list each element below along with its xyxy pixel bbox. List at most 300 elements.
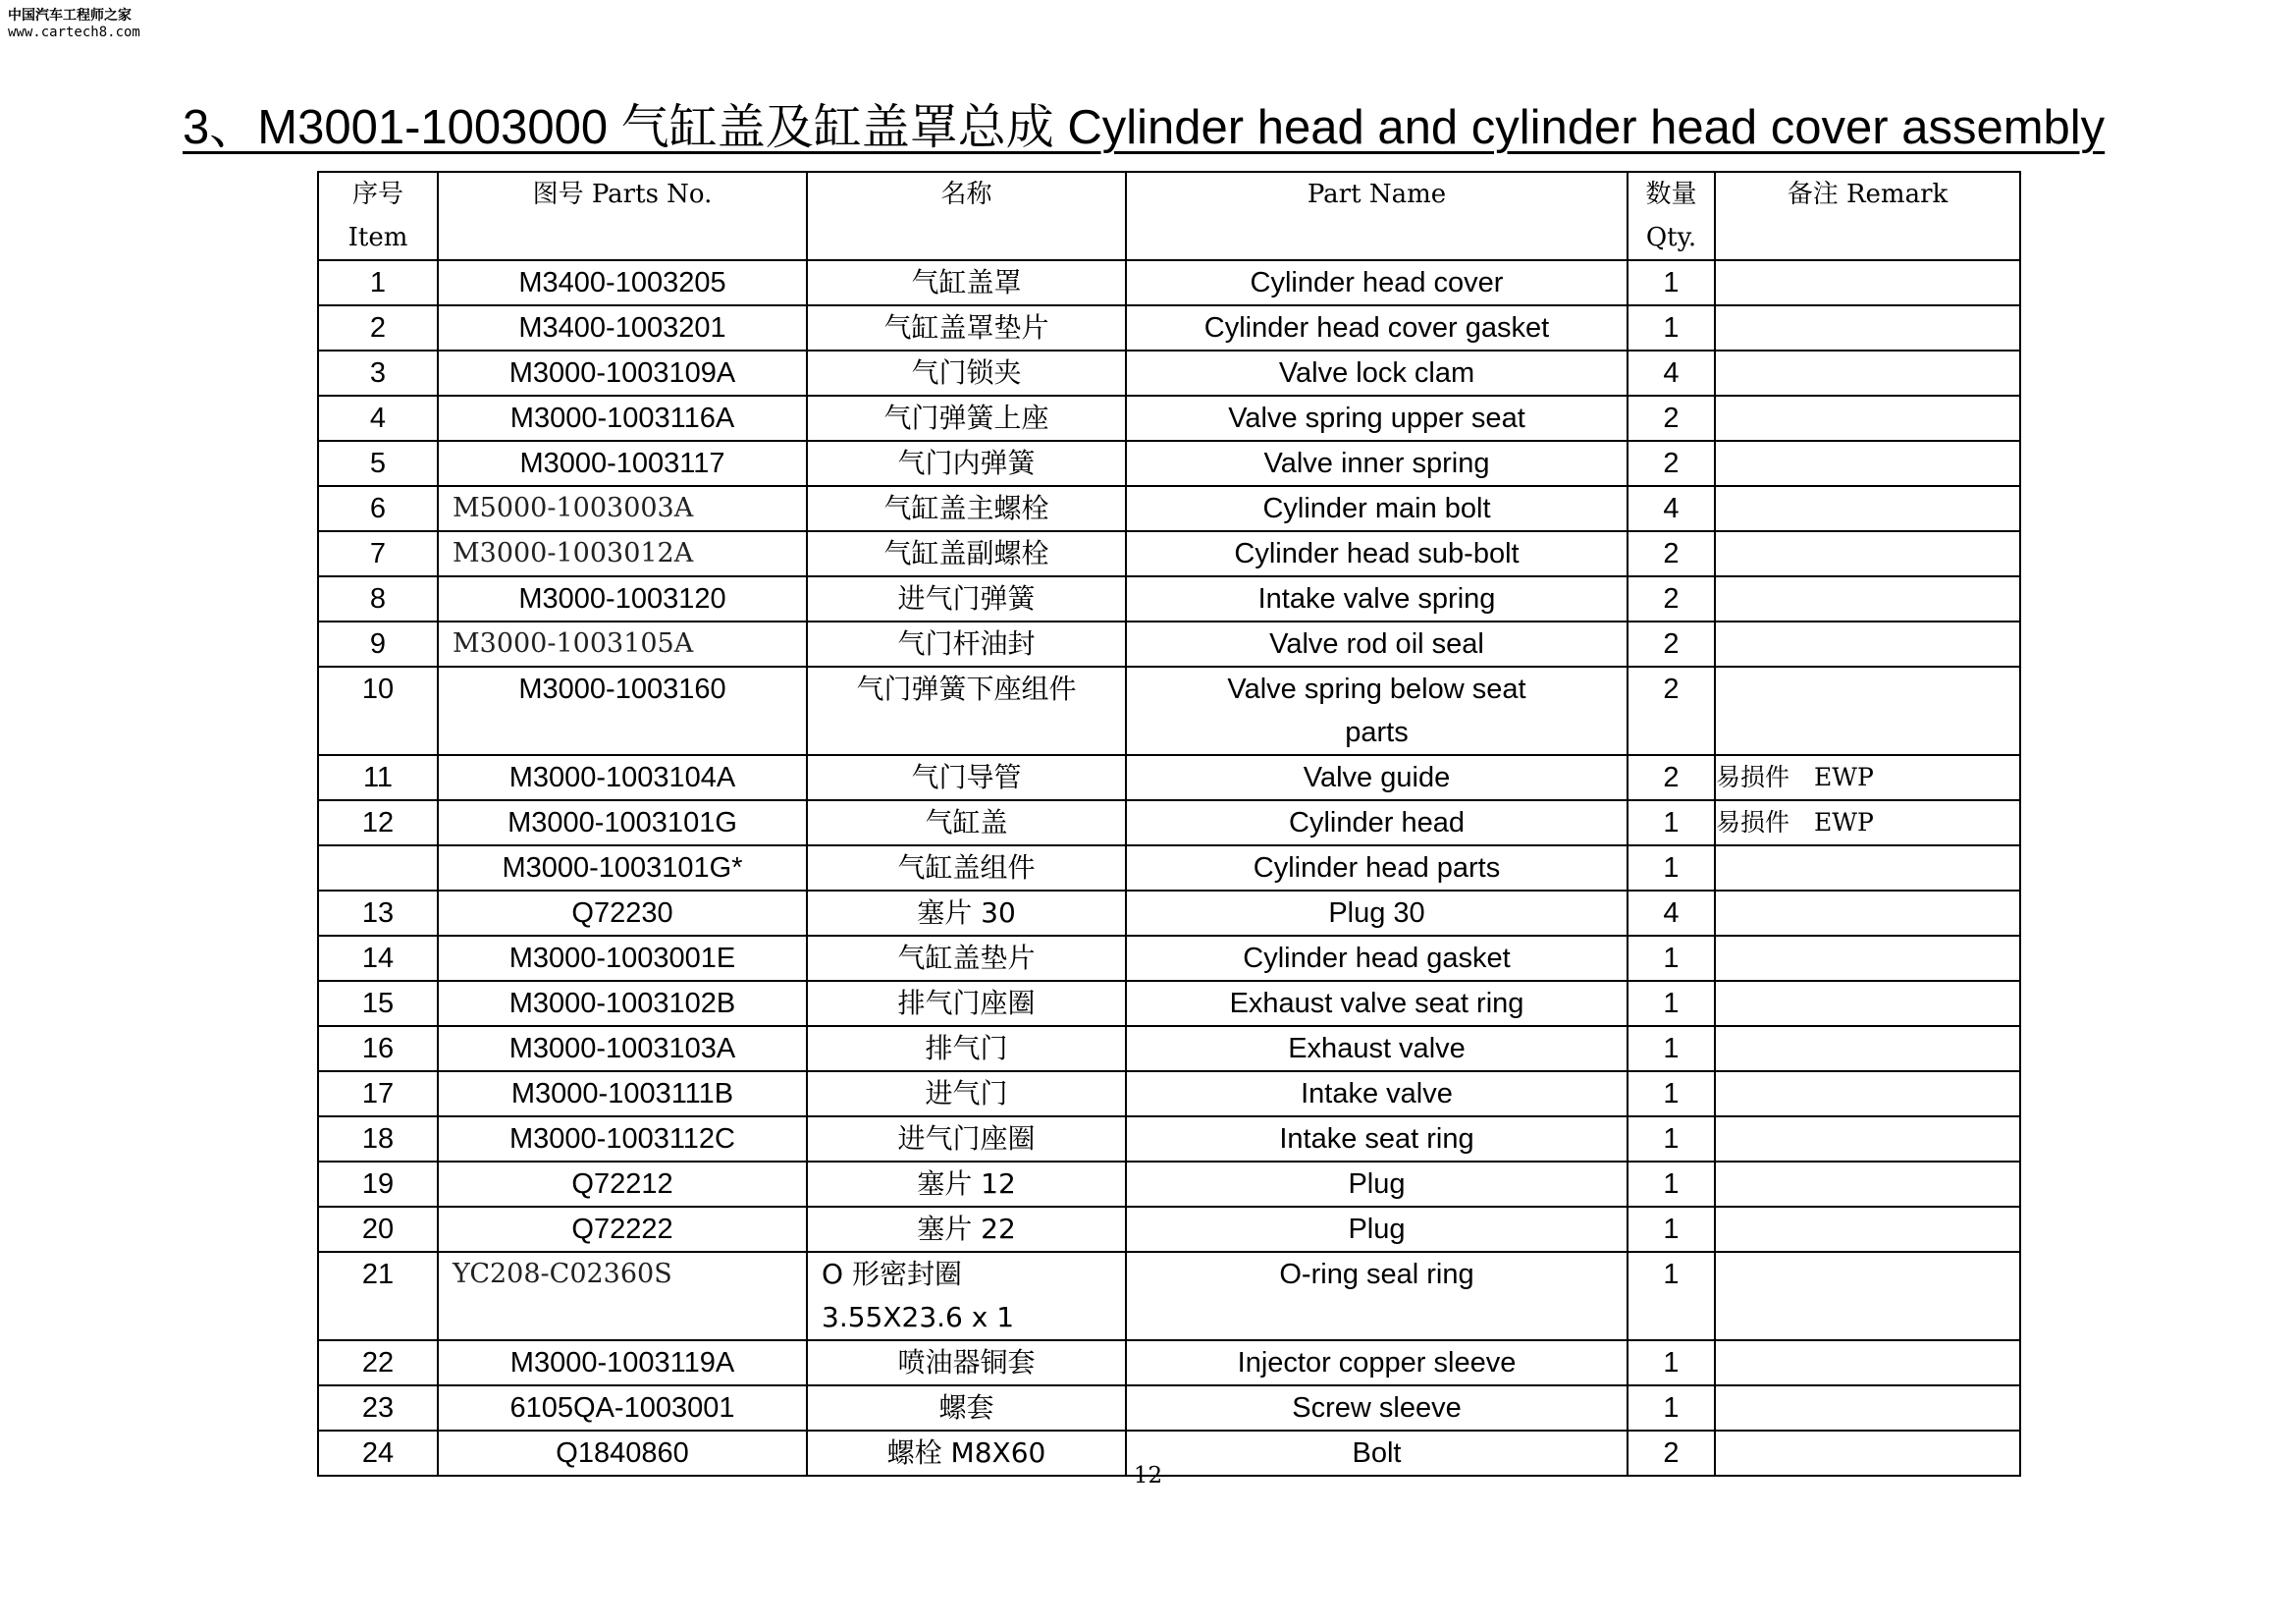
cell-part-no [438, 531, 807, 576]
cell-part-no [438, 1116, 807, 1162]
cell-part-no [438, 441, 807, 486]
table-row [318, 486, 2020, 531]
watermark-site-url: www.cartech8.com [8, 25, 140, 40]
cell-qty [1628, 486, 1715, 531]
cell-remark [1715, 1340, 2020, 1385]
cell-name-cn-text: 气门杆油封 [897, 627, 1036, 660]
cell-item-text: 15 [361, 988, 395, 1019]
cell-part-no-text: M3000-1003012A [453, 538, 694, 568]
cell-name-en [1126, 1207, 1628, 1252]
watermark-site-cn: 中国汽车工程师之家 [8, 8, 132, 24]
cell-part-no-text: M3000-1003001E [508, 943, 736, 974]
cell-part-no [438, 936, 807, 981]
cell-part-no-text: Q72212 [571, 1168, 673, 1200]
page-title-text: 3、M3001-1003000 气缸盖及缸盖罩总成 Cylinder head and cylinder head cover assembly [183, 101, 2106, 154]
cell-qty-text: 1 [1663, 1078, 1680, 1109]
cell-qty-text: 2 [1663, 403, 1680, 434]
cell-item [318, 441, 438, 486]
cell-remark [1715, 1071, 2020, 1116]
table-row [318, 1340, 2020, 1385]
cell-remark [1715, 1252, 2020, 1340]
cell-part-no [438, 800, 807, 845]
cell-name-en [1126, 1385, 1628, 1431]
cell-name-cn [807, 1340, 1126, 1385]
cell-name-en-text: Intake valve spring [1257, 583, 1496, 615]
cell-name-cn-text: 气缸盖组件 [897, 851, 1036, 884]
cell-part-no [438, 351, 807, 396]
cell-item-text: 2 [369, 312, 387, 344]
cell-qty [1628, 622, 1715, 667]
cell-name-en [1126, 936, 1628, 981]
table-row [318, 531, 2020, 576]
table-row [318, 1385, 2020, 1431]
cell-name-cn-text: 进气门座圈 [897, 1122, 1036, 1155]
cell-item [318, 981, 438, 1026]
cell-qty [1628, 1162, 1715, 1207]
cell-name-en-text: Plug 30 [1328, 897, 1425, 929]
cell-part-no-text: M3000-1003102B [508, 988, 736, 1019]
cell-name-en [1126, 305, 1628, 351]
cell-remark [1715, 891, 2020, 936]
cell-item-text: 17 [361, 1078, 395, 1109]
cell-name-en [1126, 622, 1628, 667]
cell-remark [1715, 1385, 2020, 1431]
cell-name-cn-text: 塞片 12 [917, 1167, 1016, 1200]
cell-remark [1715, 1207, 2020, 1252]
header-part-no-label: 图号 Parts No. [532, 180, 713, 209]
cell-item-text: 21 [361, 1259, 395, 1290]
cell-qty-text: 2 [1663, 1437, 1680, 1469]
cell-item-text: 14 [361, 943, 395, 974]
header-qty-cn: 数量 [1645, 180, 1697, 209]
cell-item [318, 260, 438, 305]
cell-item [318, 305, 438, 351]
cell-item [318, 1340, 438, 1385]
cell-qty [1628, 1116, 1715, 1162]
cell-item-text: 11 [362, 762, 394, 793]
cell-name-en-text: Valve guide [1303, 762, 1451, 793]
cell-remark [1715, 755, 2020, 800]
cell-name-cn [807, 1207, 1126, 1252]
cell-item [318, 845, 438, 891]
cell-qty-text: 1 [1663, 852, 1680, 884]
cell-name-en-text: parts [1345, 717, 1409, 748]
cell-part-no-text: M3000-1003160 [518, 674, 726, 705]
cell-name-cn [807, 981, 1126, 1026]
cell-part-no [438, 576, 807, 622]
cell-qty-text: 1 [1663, 267, 1680, 298]
cell-qty [1628, 1252, 1715, 1340]
cell-remark [1715, 667, 2020, 755]
cell-qty-text: 2 [1663, 628, 1680, 660]
cell-qty [1628, 1340, 1715, 1385]
cell-remark [1715, 1162, 2020, 1207]
cell-part-no-text: M3400-1003205 [518, 267, 726, 298]
cell-name-en [1126, 351, 1628, 396]
cell-name-cn [807, 800, 1126, 845]
cell-name-en [1126, 800, 1628, 845]
page-title [183, 98, 2156, 157]
cell-name-en [1126, 1116, 1628, 1162]
header-part-no [438, 172, 807, 260]
cell-remark [1715, 441, 2020, 486]
cell-qty-text: 1 [1663, 1123, 1680, 1155]
watermark [8, 8, 140, 41]
table-row [318, 800, 2020, 845]
cell-name-cn [807, 260, 1126, 305]
header-name-en [1126, 172, 1628, 260]
cell-qty-text: 4 [1663, 493, 1680, 524]
cell-item-text: 4 [369, 403, 387, 434]
cell-name-en [1126, 486, 1628, 531]
cell-item-text: 23 [361, 1392, 395, 1424]
cell-name-en-text: Bolt [1352, 1437, 1402, 1469]
table-row [318, 755, 2020, 800]
cell-part-no-text: Q72230 [571, 897, 673, 929]
cell-part-no-text: M3400-1003201 [518, 312, 726, 344]
cell-qty-text: 1 [1663, 1168, 1680, 1200]
cell-item [318, 891, 438, 936]
cell-name-cn-text: 气门锁夹 [911, 356, 1022, 389]
cell-qty [1628, 305, 1715, 351]
cell-part-no-text: M3000-1003104A [508, 762, 736, 793]
table-row [318, 441, 2020, 486]
cell-name-cn-text: 排气门 [925, 1032, 1008, 1064]
table-row [318, 396, 2020, 441]
cell-item [318, 1026, 438, 1071]
table-row [318, 351, 2020, 396]
cell-item-text: 22 [361, 1347, 395, 1379]
cell-name-en-text: Intake valve [1301, 1078, 1453, 1109]
cell-name-cn-text: 塞片 30 [917, 896, 1016, 929]
cell-qty-text: 1 [1663, 312, 1680, 344]
header-remark-label: 备注 Remark [1787, 180, 1949, 209]
cell-qty [1628, 755, 1715, 800]
parts-table [317, 171, 2021, 1477]
cell-name-cn [807, 351, 1126, 396]
header-qty [1628, 172, 1715, 260]
cell-part-no [438, 1026, 807, 1071]
cell-part-no [438, 1340, 807, 1385]
cell-remark-text: 易损件 EWP [1716, 763, 1874, 791]
cell-name-en-text: Cylinder head parts [1253, 852, 1501, 884]
table-row [318, 1116, 2020, 1162]
cell-name-en [1126, 845, 1628, 891]
table-row [318, 667, 2020, 755]
cell-remark [1715, 486, 2020, 531]
cell-name-cn-text: 3.55X23.6 x 1 [822, 1301, 1015, 1333]
cell-name-cn [807, 576, 1126, 622]
cell-remark [1715, 800, 2020, 845]
cell-name-en-text: Plug [1348, 1168, 1406, 1200]
cell-name-en-text: Injector copper sleeve [1237, 1347, 1517, 1379]
cell-name-en-text: Cylinder head gasket [1243, 943, 1511, 974]
table-row [318, 1252, 2020, 1340]
cell-name-en-text: Valve spring upper seat [1228, 403, 1525, 434]
cell-qty [1628, 667, 1715, 755]
cell-item-text: 19 [361, 1168, 395, 1200]
cell-qty [1628, 396, 1715, 441]
cell-item [318, 936, 438, 981]
cell-part-no [438, 305, 807, 351]
cell-qty [1628, 1385, 1715, 1431]
header-item-en: Item [347, 223, 408, 252]
cell-part-no-text: M3000-1003112C [508, 1123, 736, 1155]
cell-name-cn [807, 531, 1126, 576]
cell-part-no-text: Q1840860 [556, 1437, 689, 1469]
cell-qty-text: 4 [1663, 897, 1680, 929]
cell-name-en-text: Cylinder main bolt [1262, 493, 1491, 524]
page-number: 12 [1133, 1463, 1163, 1488]
cell-name-cn-text: 气门内弹簧 [897, 447, 1036, 479]
cell-name-cn-text: 进气门 [925, 1077, 1008, 1109]
cell-name-en-text: Cylinder head [1289, 807, 1465, 839]
cell-qty [1628, 351, 1715, 396]
cell-name-cn-text: 塞片 22 [917, 1213, 1016, 1245]
cell-item [318, 1385, 438, 1431]
cell-qty [1628, 1071, 1715, 1116]
cell-name-en [1126, 891, 1628, 936]
cell-item-text: 10 [361, 674, 395, 705]
table-row [318, 305, 2020, 351]
cell-remark [1715, 531, 2020, 576]
table-row [318, 1026, 2020, 1071]
cell-item [318, 576, 438, 622]
cell-item-text: 5 [369, 448, 387, 479]
cell-name-cn-text: 气门弹簧上座 [883, 402, 1049, 434]
cell-part-no-text: M3000-1003105A [453, 628, 694, 659]
cell-name-cn-text: 进气门弹簧 [897, 582, 1036, 615]
cell-part-no [438, 1162, 807, 1207]
cell-part-no [438, 891, 807, 936]
header-remark [1715, 172, 2020, 260]
cell-part-no-text: M3000-1003101G* [502, 852, 743, 884]
cell-name-cn-text: 排气门座圈 [897, 987, 1036, 1019]
cell-name-cn-text: 气缸盖罩 [911, 266, 1022, 298]
cell-name-en [1126, 441, 1628, 486]
cell-remark-text: 易损件 EWP [1716, 808, 1874, 837]
cell-item-text: 24 [361, 1437, 395, 1469]
cell-name-cn [807, 1385, 1126, 1431]
cell-name-en-text: Exhaust valve seat ring [1229, 988, 1524, 1019]
cell-part-no [438, 396, 807, 441]
cell-remark [1715, 622, 2020, 667]
cell-name-cn-text: 螺栓 M8X60 [886, 1436, 1046, 1469]
cell-name-en [1126, 755, 1628, 800]
cell-remark [1715, 576, 2020, 622]
cell-name-en [1126, 1071, 1628, 1116]
cell-item-text: 12 [361, 807, 395, 839]
cell-qty-text: 1 [1663, 1033, 1680, 1064]
cell-item [318, 351, 438, 396]
cell-name-cn [807, 1071, 1126, 1116]
header-item-cn: 序号 [351, 180, 403, 209]
table-row [318, 981, 2020, 1026]
cell-item-text: 1 [369, 267, 387, 298]
cell-item [318, 531, 438, 576]
cell-remark [1715, 981, 2020, 1026]
cell-qty-text: 2 [1663, 538, 1680, 569]
table-row [318, 1207, 2020, 1252]
cell-part-no-text: YC208-C02360S [453, 1259, 672, 1289]
cell-remark [1715, 260, 2020, 305]
cell-item [318, 800, 438, 845]
cell-item-text: 6 [369, 493, 387, 524]
cell-item-text: 13 [361, 897, 395, 929]
cell-name-en [1126, 1026, 1628, 1071]
cell-part-no [438, 1252, 807, 1340]
cell-name-cn [807, 667, 1126, 755]
cell-name-cn [807, 936, 1126, 981]
cell-name-cn [807, 396, 1126, 441]
cell-part-no-text: Q72222 [571, 1214, 673, 1245]
cell-name-en [1126, 667, 1628, 755]
cell-qty-text: 2 [1663, 674, 1680, 705]
table-header-row [318, 172, 2020, 260]
cell-qty [1628, 936, 1715, 981]
cell-item-text: 9 [369, 628, 387, 660]
cell-name-cn [807, 845, 1126, 891]
cell-item [318, 1252, 438, 1340]
cell-item-text: 8 [369, 583, 387, 615]
cell-name-en-text: Cylinder head cover [1250, 267, 1504, 298]
cell-qty [1628, 441, 1715, 486]
cell-name-cn [807, 1252, 1126, 1340]
cell-name-en-text: Exhaust valve [1288, 1033, 1466, 1064]
cell-name-en [1126, 1162, 1628, 1207]
cell-part-no-text: M3000-1003120 [518, 583, 726, 615]
cell-name-en [1126, 260, 1628, 305]
cell-name-cn [807, 486, 1126, 531]
table-row [318, 622, 2020, 667]
cell-remark [1715, 1116, 2020, 1162]
cell-part-no-text: M3000-1003111B [510, 1078, 734, 1109]
cell-name-en [1126, 1252, 1628, 1340]
cell-item-text: 18 [361, 1123, 395, 1155]
cell-part-no [438, 260, 807, 305]
cell-qty-text: 2 [1663, 448, 1680, 479]
cell-qty-text: 1 [1663, 1214, 1680, 1245]
cell-name-cn-text: 气缸盖罩垫片 [883, 311, 1049, 344]
cell-remark [1715, 1026, 2020, 1071]
cell-item-text: 20 [361, 1214, 395, 1245]
cell-item-text: 7 [369, 538, 387, 569]
cell-part-no [438, 845, 807, 891]
cell-remark [1715, 845, 2020, 891]
cell-name-en-text: O-ring seal ring [1279, 1259, 1474, 1290]
header-name-en-label: Part Name [1307, 180, 1447, 209]
cell-part-no [438, 667, 807, 755]
cell-name-cn-text: 气缸盖 [925, 806, 1008, 839]
cell-name-cn-text: 气缸盖主螺栓 [883, 492, 1049, 524]
cell-name-cn [807, 305, 1126, 351]
cell-name-cn-text: 气缸盖副螺栓 [883, 537, 1049, 569]
cell-part-no-text: M3000-1003103A [508, 1033, 736, 1064]
cell-name-en-text: Plug [1348, 1214, 1406, 1245]
cell-name-en [1126, 981, 1628, 1026]
cell-part-no-text: M3000-1003101G [507, 807, 737, 839]
cell-name-en-text: Valve rod oil seal [1269, 628, 1484, 660]
cell-item [318, 486, 438, 531]
cell-part-no-text: M3000-1003116A [509, 403, 735, 434]
cell-item-text: 3 [369, 357, 387, 389]
cell-part-no [438, 1385, 807, 1431]
cell-part-no-text: M3000-1003119A [509, 1347, 735, 1379]
table-row [318, 1162, 2020, 1207]
cell-qty [1628, 981, 1715, 1026]
cell-name-cn-text: O 形密封圈 [822, 1258, 962, 1290]
cell-name-cn [807, 891, 1126, 936]
cell-qty [1628, 260, 1715, 305]
cell-name-en-text: Valve lock clam [1278, 357, 1475, 389]
cell-name-en-text: Intake seat ring [1279, 1123, 1474, 1155]
cell-qty [1628, 1026, 1715, 1071]
cell-name-cn-text: 气缸盖垫片 [897, 942, 1036, 974]
cell-qty [1628, 800, 1715, 845]
cell-name-en-text: Cylinder head sub-bolt [1234, 538, 1520, 569]
cell-name-cn [807, 622, 1126, 667]
cell-name-cn-text: 喷油器铜套 [897, 1346, 1036, 1379]
cell-part-no [438, 1207, 807, 1252]
cell-item [318, 622, 438, 667]
cell-qty-text: 1 [1663, 1347, 1680, 1379]
cell-name-en [1126, 531, 1628, 576]
cell-remark [1715, 305, 2020, 351]
cell-item [318, 1071, 438, 1116]
cell-qty-text: 2 [1663, 762, 1680, 793]
cell-item [318, 1162, 438, 1207]
cell-name-en-text: Cylinder head cover gasket [1203, 312, 1550, 344]
cell-part-no [438, 755, 807, 800]
cell-name-cn [807, 1116, 1126, 1162]
cell-name-en [1126, 396, 1628, 441]
header-name-cn [807, 172, 1126, 260]
cell-part-no [438, 486, 807, 531]
cell-name-cn [807, 441, 1126, 486]
cell-name-cn-text: 螺套 [938, 1391, 994, 1424]
cell-remark [1715, 936, 2020, 981]
cell-part-no-text: 6105QA-1003001 [509, 1392, 735, 1424]
cell-part-no-text: M5000-1003003A [453, 493, 694, 523]
cell-remark [1715, 396, 2020, 441]
table-row [318, 891, 2020, 936]
cell-name-en [1126, 576, 1628, 622]
cell-qty-text: 2 [1663, 583, 1680, 615]
cell-remark [1715, 351, 2020, 396]
cell-qty-text: 1 [1663, 943, 1680, 974]
cell-qty-text: 1 [1663, 807, 1680, 839]
cell-name-en-text: Valve inner spring [1263, 448, 1490, 479]
cell-qty-text: 1 [1663, 1392, 1680, 1424]
header-item [318, 172, 438, 260]
table-row [318, 576, 2020, 622]
cell-name-en [1126, 1340, 1628, 1385]
cell-qty [1628, 576, 1715, 622]
cell-item [318, 667, 438, 755]
table-row [318, 260, 2020, 305]
cell-part-no [438, 1071, 807, 1116]
cell-item [318, 755, 438, 800]
header-qty-en: Qty. [1645, 223, 1697, 252]
cell-part-no-text: M3000-1003109A [508, 357, 736, 389]
cell-qty [1628, 1207, 1715, 1252]
cell-name-cn-text: 气门导管 [911, 761, 1022, 793]
cell-part-no-text: M3000-1003117 [519, 448, 725, 479]
cell-qty [1628, 845, 1715, 891]
parts-table-body [318, 260, 2020, 1476]
table-row [318, 936, 2020, 981]
cell-qty [1628, 891, 1715, 936]
